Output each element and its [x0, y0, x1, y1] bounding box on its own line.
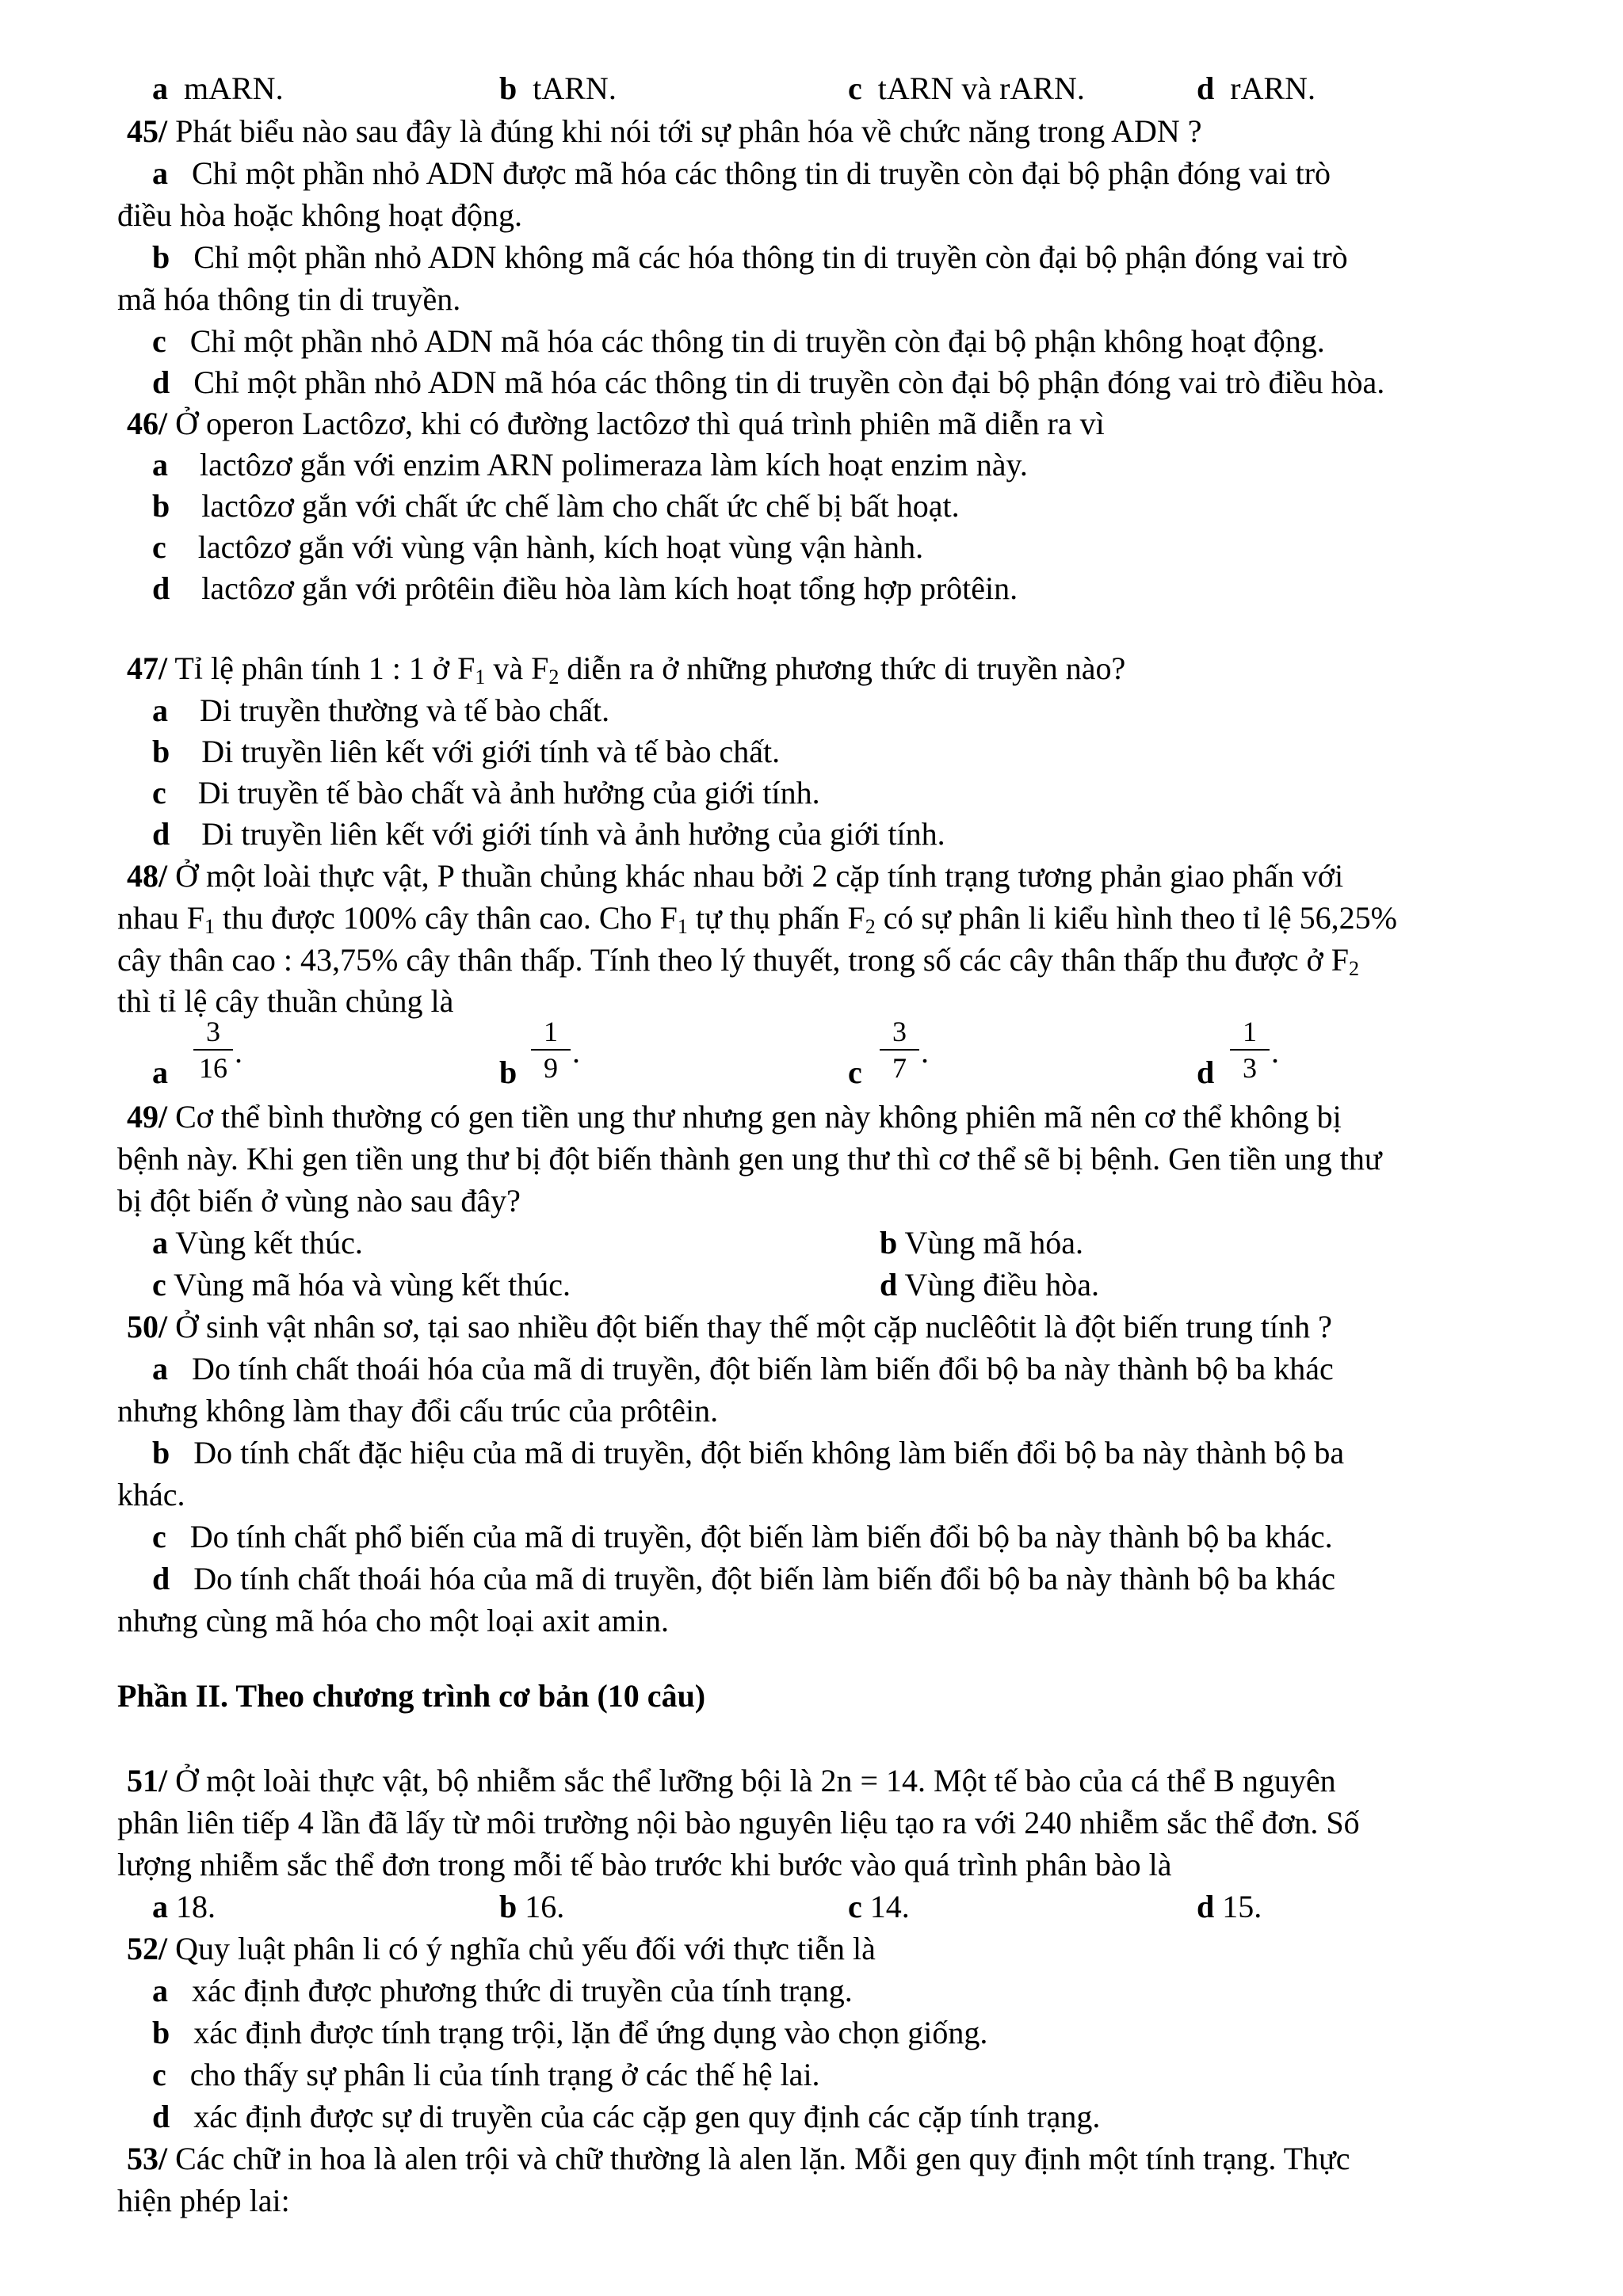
q46-option-b: b lactôzơ gắn với chất ức chế làm cho chất ức chế bị bất hoạt. — [152, 488, 960, 524]
q49-option-a: a Vùng kết thúc. — [152, 1225, 363, 1261]
q49-option-c: c Vùng mã hóa và vùng kết thúc. — [152, 1267, 571, 1302]
q47-option-a: a Di truyền thường và tế bào chất. — [152, 692, 610, 728]
q49-stem-line1: 49/ Cơ thể bình thường có gen tiền ung thư nhưng gen này không phiên mã nên cơ thể không bị — [127, 1099, 1342, 1135]
q47-option-d: d Di truyền liên kết với giới tính và ảnh hưởng của giới tính. — [152, 816, 945, 852]
q45-option-b: b Chỉ một phần nhỏ ADN không mã các hóa thông tin di truyền còn đại bộ phận đóng vai trò — [152, 239, 1348, 275]
q48-option-c-letter: c — [848, 1055, 862, 1090]
q51-option-c: c 14. — [848, 1889, 910, 1924]
q48-option-c-dot: . — [921, 1034, 929, 1070]
q51-stem-line2: phân liên tiếp 4 lần đã lấy từ môi trường nội bào nguyên liệu tạo ra với 240 nhiễm sắc thể đơn. Số — [117, 1805, 1360, 1840]
q46-stem: 46/ Ở operon Lactôzơ, khi có đường lactôzơ thì quá trình phiên mã diễn ra vì — [127, 406, 1105, 441]
q44-option-d: d rARN. — [1197, 71, 1316, 106]
q44-option-b: b tARN. — [499, 71, 617, 106]
q50-option-d: d Do tính chất thoái hóa của mã di truyền, đột biến làm biến đổi bộ ba này thành bộ ba khác — [152, 1561, 1335, 1596]
q50-option-a-cont: nhưng không làm thay đổi cấu trúc của prôtêin. — [117, 1393, 719, 1428]
q50-option-c: c Do tính chất phổ biến của mã di truyền, đột biến làm biến đổi bộ ba này thành bộ ba khác. — [152, 1519, 1333, 1554]
q45-option-b-cont: mã hóa thông tin di truyền. — [117, 281, 461, 317]
q51-option-a: a 18. — [152, 1889, 216, 1924]
q50-option-b: b Do tính chất đặc hiệu của mã di truyền, đột biến không làm biến đổi bộ ba này thành bộ ba — [152, 1435, 1345, 1470]
q51-option-b: b 16. — [499, 1889, 565, 1924]
q51-stem-line3: lượng nhiễm sắc thể đơn trong mỗi tế bào trước khi bước vào quá trình phân bào là — [117, 1847, 1172, 1882]
q45-option-c: c Chỉ một phần nhỏ ADN mã hóa các thông tin di truyền còn đại bộ phận không hoạt động. — [152, 323, 1325, 359]
q48-option-a-fraction: $\frac{3}{16}$ — [193, 1014, 233, 1085]
q46-option-c: c lactôzơ gắn với vùng vận hành, kích hoạt vùng vận hành. — [152, 529, 924, 565]
q53-stem-line2: hiện phép lai: — [117, 2183, 290, 2218]
q48-option-b-letter: b — [499, 1055, 517, 1090]
q48-stem-line1: 48/ Ở một loài thực vật, P thuần chủng khác nhau bởi 2 cặp tính trạng tương phản giao phấn với — [127, 858, 1344, 894]
q52-option-a: a xác định được phương thức di truyền của tính trạng. — [152, 1973, 853, 2008]
q50-stem: 50/ Ở sinh vật nhân sơ, tại sao nhiều đột biến thay thế một cặp nuclêôtit là đột biến trung tính ? — [127, 1309, 1332, 1344]
q49-stem-line3: bị đột biến ở vùng nào sau đây? — [117, 1183, 521, 1219]
q48-option-d-dot: . — [1271, 1034, 1279, 1070]
q49-option-d: d Vùng điều hòa. — [880, 1267, 1100, 1302]
q44-option-c: c tARN và rARN. — [848, 71, 1085, 106]
q50-option-b-cont: khác. — [117, 1477, 185, 1512]
q51-stem-line1: 51/ Ở một loài thực vật, bộ nhiễm sắc thể lưỡng bội là 2n = 14. Một tế bào của cá thể B nguyên — [127, 1763, 1336, 1798]
q48-option-c-fraction: $\frac{3}{7}$ — [880, 1014, 919, 1085]
q44-option-a: a mARN. — [152, 71, 284, 106]
q47-option-c: c Di truyền tế bào chất và ảnh hưởng của giới tính. — [152, 775, 820, 810]
q48-option-d-fraction: $\frac{1}{3}$ — [1230, 1014, 1270, 1085]
q49-option-b: b Vùng mã hóa. — [880, 1225, 1084, 1261]
q48-stem-line3: cây thân cao : 43,75% cây thân thấp. Tính theo lý thuyết, trong số các cây thân thấp thu được ở $F_2$ — [117, 942, 1359, 980]
q45-stem: 45/ Phát biểu nào sau đây là đúng khi nói tới sự phân hóa về chức năng trong ADN ? — [127, 113, 1202, 149]
q45-option-a-cont: điều hòa hoặc không hoạt động. — [117, 197, 522, 233]
q50-option-d-cont: nhưng cùng mã hóa cho một loại axit amin. — [117, 1603, 669, 1638]
q48-option-b-fraction: $\frac{1}{9}$ — [531, 1014, 571, 1085]
q46-option-a: a lactôzơ gắn với enzim ARN polimeraza làm kích hoạt enzim này. — [152, 447, 1028, 482]
q46-option-d: d lactôzơ gắn với prôtêin điều hòa làm kích hoạt tổng hợp prôtêin. — [152, 570, 1018, 606]
q52-stem: 52/ Quy luật phân li có ý nghĩa chủ yếu đối với thực tiễn là — [127, 1931, 876, 1966]
q47-option-b: b Di truyền liên kết với giới tính và tế bào chất. — [152, 734, 781, 769]
q45-option-a: a Chỉ một phần nhỏ ADN được mã hóa các thông tin di truyền còn đại bộ phận đóng vai trò — [152, 155, 1331, 191]
q48-option-a-dot: . — [235, 1034, 242, 1070]
q52-option-c: c cho thấy sự phân li của tính trạng ở các thế hệ lai. — [152, 2057, 820, 2092]
q47-stem: 47/ Tỉ lệ phân tính 1 : 1 ở $F_1$ và $F_2$ diễn ra ở những phương thức di truyền nào? — [127, 650, 1126, 688]
q49-stem-line2: bệnh này. Khi gen tiền ung thư bị đột biến thành gen ung thư thì cơ thể sẽ bị bệnh. Gen tiền ung thư — [117, 1141, 1382, 1177]
q48-option-b-dot: . — [572, 1034, 580, 1070]
section-heading: Phần II. Theo chương trình cơ bản (10 câu) — [117, 1678, 706, 1714]
q52-option-d: d xác định được sự di truyền của các cặp gen quy định các cặp tính trạng. — [152, 2099, 1101, 2134]
q45-option-d: d Chỉ một phần nhỏ ADN mã hóa các thông tin di truyền còn đại bộ phận đóng vai trò điều hòa. — [152, 364, 1385, 400]
q51-option-d: d 15. — [1197, 1889, 1262, 1924]
q48-option-d-letter: d — [1197, 1055, 1215, 1090]
q48-stem-line4: thì tỉ lệ cây thuần chủng là — [117, 983, 454, 1019]
q53-stem-line1: 53/ Các chữ in hoa là alen trội và chữ thường là alen lặn. Mỗi gen quy định một tính trạng. Thực — [127, 2141, 1350, 2176]
q48-option-a-letter: a — [152, 1055, 168, 1090]
q50-option-a: a Do tính chất thoái hóa của mã di truyền, đột biến làm biến đổi bộ ba này thành bộ ba khác — [152, 1351, 1334, 1386]
q48-stem-line2: nhau $F_1$ thu được 100% cây thân cao. Cho $F_1$ tự thụ phấn $F_2$ có sự phân li kiểu hình theo tỉ lệ 56,25% — [117, 900, 1397, 938]
q52-option-b: b xác định được tính trạng trội, lặn để ứng dụng vào chọn giống. — [152, 2015, 988, 2050]
